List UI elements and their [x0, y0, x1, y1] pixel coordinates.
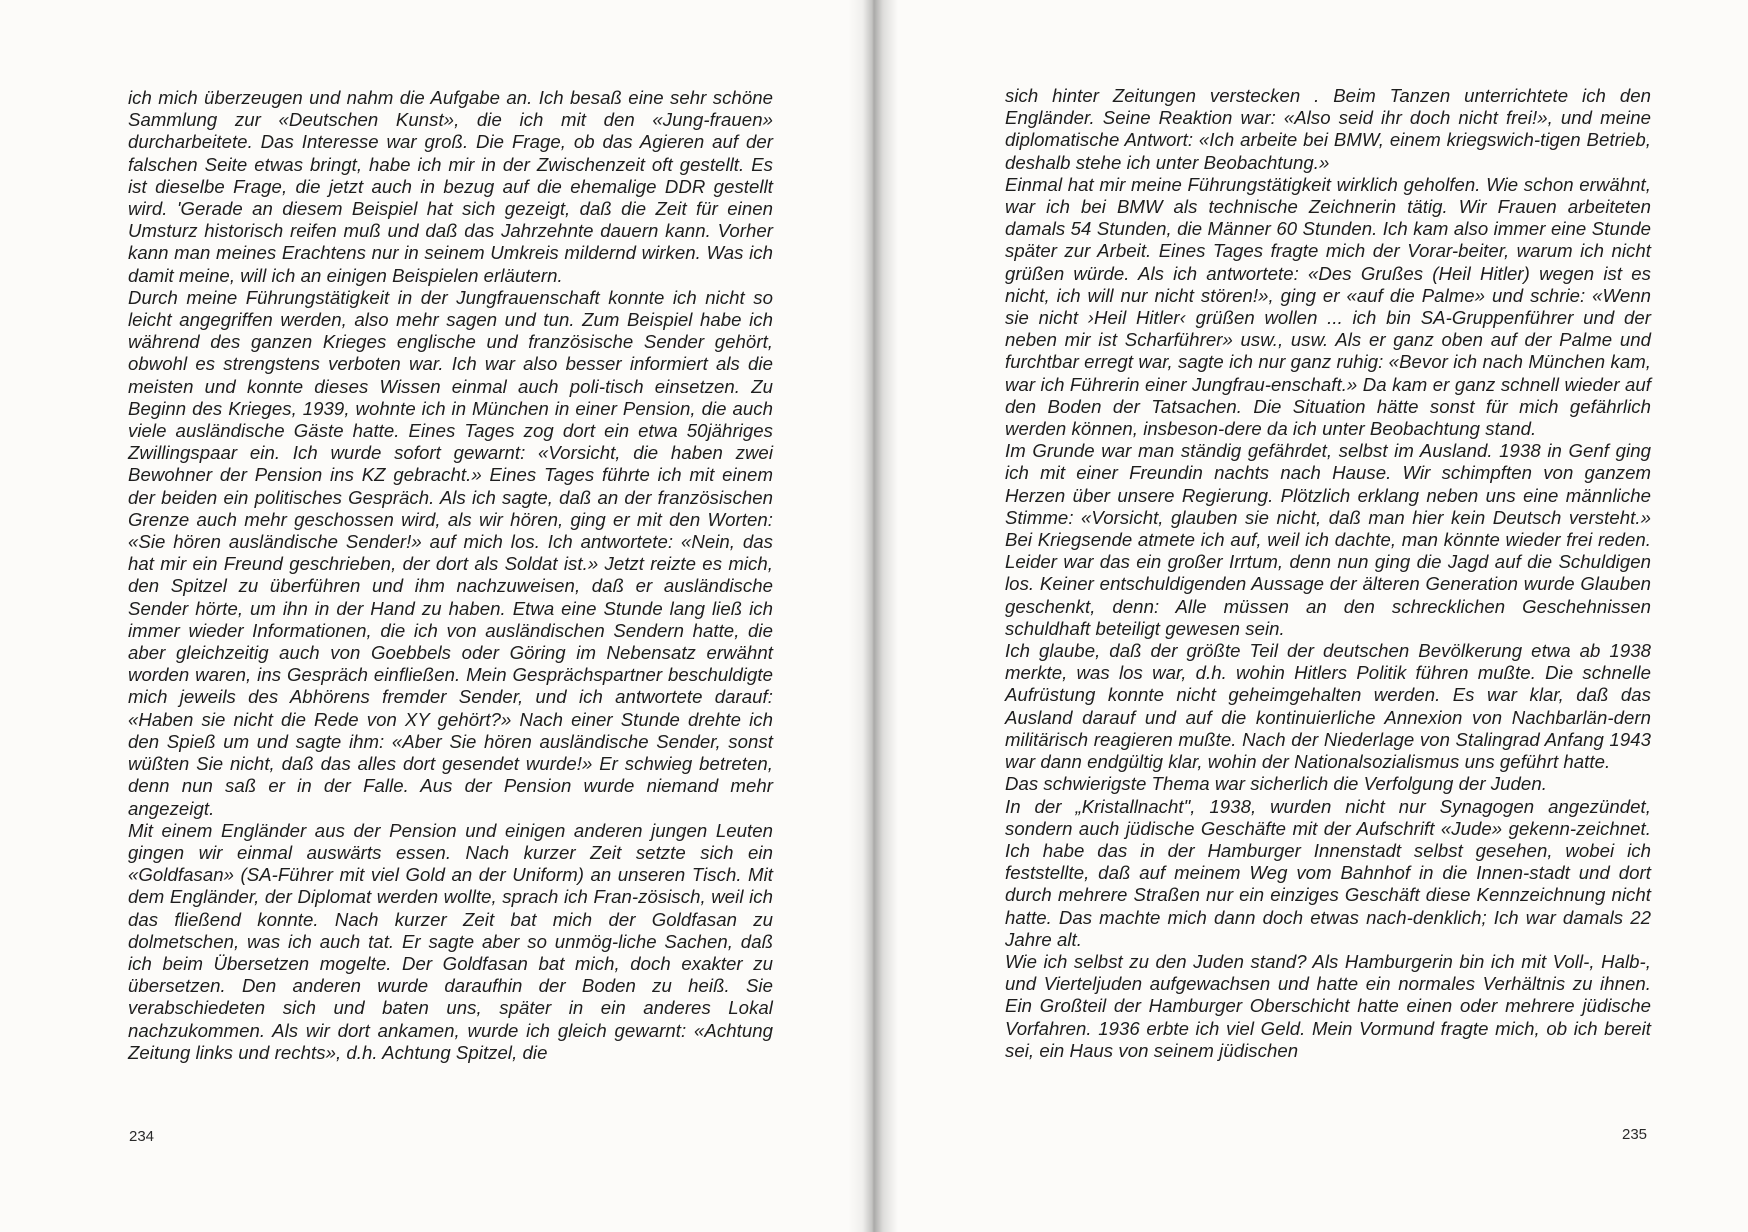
paragraph: Wie ich selbst zu den Juden stand? Als Hamburgerin bin ich mit Voll-, Halb-, und Vierteljuden aufgewachsen und hatte ein normales Verhältnis zu ihnen. Ein Großteil der Hamburger Oberschicht hatte einen oder mehrere jüdische Vorfahren. 1936 erbte ich viel Geld. Mein Vormund fragte mich, ob ich bereit sei, ein Haus von seinem jüdischen	[1005, 950, 1651, 1061]
paragraph: ich mich überzeugen und nahm die Aufgabe an. Ich besaß eine sehr schöne Sammlung zur «Deutschen Kunst», die ich mit den «Jung-frauen» durcharbeitete. Das Interesse war groß. Die Frage, ob das Agieren auf der falschen Seite etwas bringt, habe ich mir in der Zwischenzeit oft gestellt. Es ist dieselbe Frage, die jetzt auch in bezug auf die ehemalige DDR gestellt wird. 'Gerade an diesem Beispiel hat sich gezeigt, daß die Zeit für einen Umsturz historisch reifen muß und daß das Jahrzehnte dauern kann. Vorher kann man meines Erachtens nur in seinem Umkreis mildernd wirken. Was ich damit meine, will ich an einigen Beispielen erläutern.	[128, 87, 773, 286]
page-number: 235	[1622, 1126, 1648, 1143]
paragraph: In der „Kristallnacht", 1938, wurden nicht nur Synagogen angezündet, sondern auch jüdische Geschäfte mit der Aufschrift «Jude» gekenn-zeichnet. Ich habe das in der Hamburger Innenstadt selbst gesehen, wobei ich feststellte, daß auf meinem Weg vom Bahnhof in die Innen-stadt und dort durch mehrere Straßen nur ein einziges Geschäft diese Kennzeichnung nicht hatte. Das machte mich dann doch etwas nach-denklich; Ich war damals 22 Jahre alt.	[1005, 795, 1651, 950]
book-gutter-shadow	[848, 0, 898, 1232]
paragraph: Das schwierigste Thema war sicherlich die Verfolgung der Juden.	[1005, 773, 1547, 795]
paragraph: Mit einem Engländer aus der Pension und einigen anderen jungen Leuten gingen wir einmal auswärts essen. Nach kurzer Zeit setzte sich ein «Goldfasan» (SA-Führer mit viel Gold an der Uniform) an unseren Tisch. Mit dem Engländer, der Diplomat werden wollte, sprach ich Fran-zösisch, weil ich das fließend konnte. Nach kurzer Zeit bat mich der Goldfasan zu dolmetschen, was ich auch tat. Er sagte aber so unmög-liche Sachen, daß ich beim Übersetzen mogelte. Der Goldfasan bat mich, doch exakter zu übersetzen. Den anderen wurde daraufhin der Boden zu heiß. Sie verabschiedeten sich und baten uns, später in ein anderes Lokal nachzukommen. Als wir dort ankamen, wurde ich gleich gewarnt: «Achtung Zeitung links und rechts», d.h. Achtung Spitzel, die	[128, 819, 773, 1063]
paragraph: Durch meine Führungstätigkeit in der Jungfrauenschaft konnte ich nicht so leicht angegriffen werden, also mehr sagen und tun. Zum Beispiel habe ich während des ganzen Krieges englische und französische Sender gehört, obwohl es strengstens verboten war. Ich war also besser informiert als die meisten und konnte dieses Wissen einmal auch poli-tisch einsetzen. Zu Beginn des Krieges, 1939, wohnte ich in München in einer Pension, die auch viele ausländische Gäste hatte. Eines Tages zog dort ein etwa 50jähriges Zwillingspaar ein. Ich wurde sofort gewarnt: «Vorsicht, die haben zwei Bewohner der Pension ins KZ gebracht.» Eines Tages führte ich mit einem der beiden ein politisches Gespräch. Als ich sagte, daß an der französischen Grenze auch mehr geschossen wird, als wir hören, ging er mit den Worten: «Sie hören ausländische Sender!» auf mich los. Ich antwortete: «Nein, das hat mir ein Freund geschrieben, der dort als Soldat ist.» Jetzt reizte es mich, den Spitzel zu überführen und ihm nachzuweisen, daß er ausländische Sender hörte, um ihn in der Hand zu haben. Etwa eine Stunde lang ließ ich immer wieder Informationen, die ich von ausländischen Sendern hatte, die aber gleichzeitig auch von Goebbels oder Göring im Nebensatz erwähnt worden waren, ins Gespräch einfließen. Mein Gesprächspartner beschuldigte mich jeweils des Abhörens fremder Sender, und ich antwortete darauf: «Haben sie nicht die Rede von XY gehört?» Nach einer Stunde drehte ich den Spieß um und sagte ihm: «Aber Sie hören ausländische Sender, sonst wüßten Sie nicht, daß das alles dort gesendet wurde!» Er schwieg betreten, denn nun saß er in der Falle. Aus der Pension wurde niemand mehr angezeigt.	[128, 286, 773, 819]
paragraph: Ich glaube, daß der größte Teil der deutschen Bevölkerung etwa ab 1938 merkte, was los war, d.h. wohin Hitlers Politik führen mußte. Die schnelle Aufrüstung konnte nicht geheimgehalten werden. Es war klar, daß das Ausland darauf und auf die kontinuierliche Annexion von Nachbarlän-dern militärisch reagieren mußte. Nach der Niederlage von Stalingrad Anfang 1943 war dann endgültig klar, wohin der Nationalsozialismus uns geführt hatte.	[1005, 640, 1651, 773]
page-number: 234	[129, 1128, 155, 1145]
right-page-text	[1005, 85, 1651, 1062]
paragraph: Einmal hat mir meine Führungstätigkeit wirklich geholfen. Wie schon erwähnt, war ich bei BMW als technische Zeichnerin tätig. Wir Frauen arbeiteten damals 54 Stunden, die Männer 60 Stunden. Ich kam also immer eine Stunde später zur Arbeit. Eines Tages fragte mich der Vorar-beiter, warum ich nicht grüßen würde. Als ich antwortete: «Des Grußes (Heil Hitler) wegen ist es nicht, ich will nur nicht stören!», ging er «auf die Palme» und schrie: «Wenn sie nicht ›Heil Hitler‹ grüßen wollen ... ich bin SA-Gruppenführer und der neben mir ist Scharführer» usw., usw. Als er ganz oben auf der Palme und furchtbar erregt war, sagte ich nur ganz ruhig: «Bevor ich nach München kam, war ich Führerin einer Jungfrau-enschaft.» Da kam er ganz schnell wieder auf den Boden der Tatsachen. Die Situation hätte sonst für mich gefährlich werden können, insbeson-dere da ich unter Beobachtung stand.	[1005, 173, 1651, 440]
paragraph: sich hinter Zeitungen verstecken . Beim Tanzen unterrichtete ich den Engländer. Seine Reaktion war: «Also seid ihr doch nicht frei!», und meine diplomatische Antwort: «Ich arbeite bei BMW, einem kriegswich-tigen Betrieb, deshalb stehe ich unter Beobachtung.»	[1005, 85, 1651, 173]
right-page	[884, 0, 1748, 1232]
left-page-text	[128, 87, 773, 1064]
left-page	[0, 0, 862, 1232]
paragraph: Im Grunde war man ständig gefährdet, selbst im Ausland. 1938 in Genf ging ich mit einer Freundin nachts nach Hause. Wir schimpften von ganzem Herzen über unsere Regierung. Plötzlich erklang neben uns eine männliche Stimme: «Vorsicht, glauben sie nicht, daß man hier kein Deutsch versteht.» Bei Kriegsende atmete ich auf, weil ich dachte, man könnte wieder frei reden. Leider war das ein großer Irrtum, denn nun ging die Jagd auf die Schuldigen los. Keiner entschuldigenden Aussage der älteren Generation wurde Glauben geschenkt, denn: Alle müssen an den schrecklichen Geschehnissen schuldhaft beteiligt gewesen sein.	[1005, 440, 1651, 639]
